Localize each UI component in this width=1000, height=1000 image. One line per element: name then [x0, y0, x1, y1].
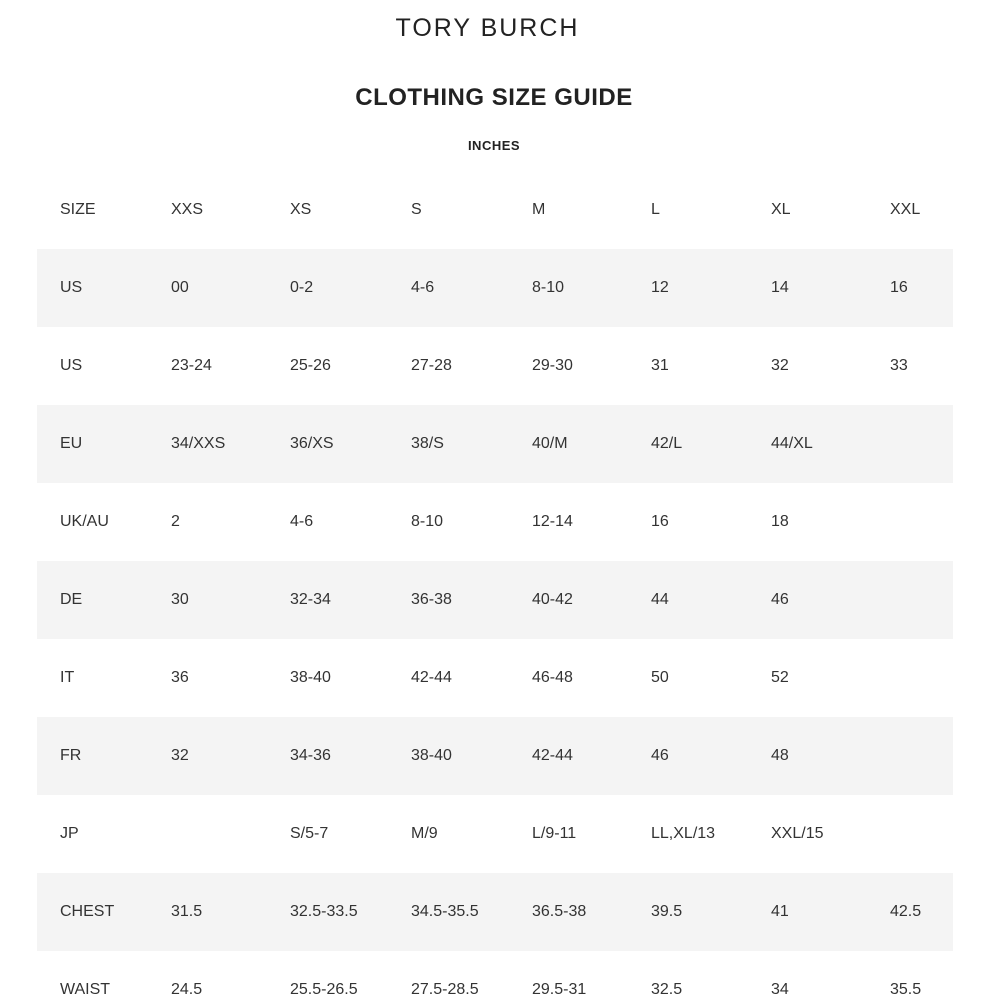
table-cell: 36-38 [411, 591, 452, 608]
table-row [37, 873, 953, 951]
table-row [37, 483, 953, 561]
row-label-cell: IT [60, 669, 75, 686]
table-cell: 31 [651, 357, 669, 374]
table-row [37, 951, 953, 1000]
table-cell: 32.5-33.5 [290, 903, 358, 920]
table-cell: 27-28 [411, 357, 452, 374]
table-row [37, 639, 953, 717]
table-cell: 48 [771, 747, 789, 764]
table-cell: 34 [771, 981, 789, 998]
table-cell: 44/XL [771, 435, 813, 452]
table-cell: 34-36 [290, 747, 331, 764]
row-label-cell: WAIST [60, 981, 111, 998]
table-cell: XXL/15 [771, 825, 824, 842]
brand-logo: TORY BURCH [395, 14, 580, 42]
table-cell: 14 [771, 279, 789, 296]
table-body [37, 249, 953, 1000]
unit-label: INCHES [467, 138, 521, 153]
size-table [37, 171, 953, 1000]
header-cell: XXL [890, 201, 921, 218]
table-cell: 31.5 [171, 903, 203, 920]
table-cell: 2 [171, 513, 180, 530]
table-row [37, 405, 953, 483]
table-cell: 36.5-38 [532, 903, 587, 920]
table-row [37, 249, 953, 327]
table-cell: 16 [651, 513, 669, 530]
row-label-cell: FR [60, 747, 82, 764]
table-cell: 25.5-26.5 [290, 981, 358, 998]
header-cell: SIZE [60, 201, 96, 218]
table-cell: 46 [771, 591, 789, 608]
table-cell: 34/XXS [171, 435, 226, 452]
row-label-cell: US [60, 357, 83, 374]
table-cell: 33 [890, 357, 908, 374]
header-cell: M [532, 201, 546, 218]
table-cell: 16 [890, 279, 908, 296]
table-cell: 40/M [532, 435, 568, 452]
table-row [37, 327, 953, 405]
table-cell: 46-48 [532, 669, 573, 686]
header-cell: S [411, 201, 422, 218]
table-cell: 42/L [651, 435, 683, 452]
table-cell: 38-40 [290, 669, 331, 686]
header-cell: L [651, 201, 660, 218]
header-cell: XS [290, 201, 312, 218]
table-cell: 39.5 [651, 903, 683, 920]
table-cell: 25-26 [290, 357, 331, 374]
table-cell: 52 [771, 669, 789, 686]
table-row [37, 717, 953, 795]
table-cell: M/9 [411, 825, 438, 842]
table-row [37, 561, 953, 639]
table-cell: 38/S [411, 435, 444, 452]
table-cell: 4-6 [411, 279, 435, 296]
table-cell: 12-14 [532, 513, 573, 530]
table-header-row [37, 171, 953, 249]
table-row [37, 795, 953, 873]
table-cell: 36/XS [290, 435, 334, 452]
table-cell: 30 [171, 591, 189, 608]
table-cell: 44 [651, 591, 669, 608]
table-cell: 46 [651, 747, 669, 764]
table-cell: 38-40 [411, 747, 452, 764]
row-label-cell: CHEST [60, 903, 115, 920]
table-cell: L/9-11 [532, 825, 577, 842]
table-cell: 27.5-28.5 [411, 981, 479, 998]
table-cell: 36 [171, 669, 189, 686]
table-cell: 8-10 [411, 513, 444, 530]
table-cell: 18 [771, 513, 789, 530]
table-cell: 24.5 [171, 981, 203, 998]
page-title: CLOTHING SIZE GUIDE [355, 84, 633, 111]
table-cell: 29.5-31 [532, 981, 587, 998]
table-cell: 35.5 [890, 981, 922, 998]
row-label-cell: US [60, 279, 83, 296]
table-cell: 34.5-35.5 [411, 903, 479, 920]
header-cell: XL [771, 201, 791, 218]
table-cell: 32 [171, 747, 189, 764]
table-cell: 50 [651, 669, 669, 686]
table-cell: 42-44 [532, 747, 573, 764]
row-label-cell: DE [60, 591, 83, 608]
table-cell: 4-6 [290, 513, 314, 530]
table-cell: S/5-7 [290, 825, 329, 842]
table-cell: 42-44 [411, 669, 452, 686]
table-cell: 00 [171, 279, 189, 296]
table-cell: 42.5 [890, 903, 922, 920]
table-cell: 40-42 [532, 591, 573, 608]
table-cell: 12 [651, 279, 669, 296]
table-cell: 41 [771, 903, 789, 920]
row-label-cell: UK/AU [60, 513, 109, 530]
row-label-cell: JP [60, 825, 79, 842]
table-cell: LL,XL/13 [651, 825, 716, 842]
header-cell: XXS [171, 201, 204, 218]
table-cell: 32.5 [651, 981, 683, 998]
table-cell: 29-30 [532, 357, 573, 374]
table-cell: 8-10 [532, 279, 565, 296]
table-cell: 32-34 [290, 591, 331, 608]
table-cell: 32 [771, 357, 789, 374]
row-label-cell: EU [60, 435, 83, 452]
table-cell: 23-24 [171, 357, 212, 374]
table-cell: 0-2 [290, 279, 314, 296]
